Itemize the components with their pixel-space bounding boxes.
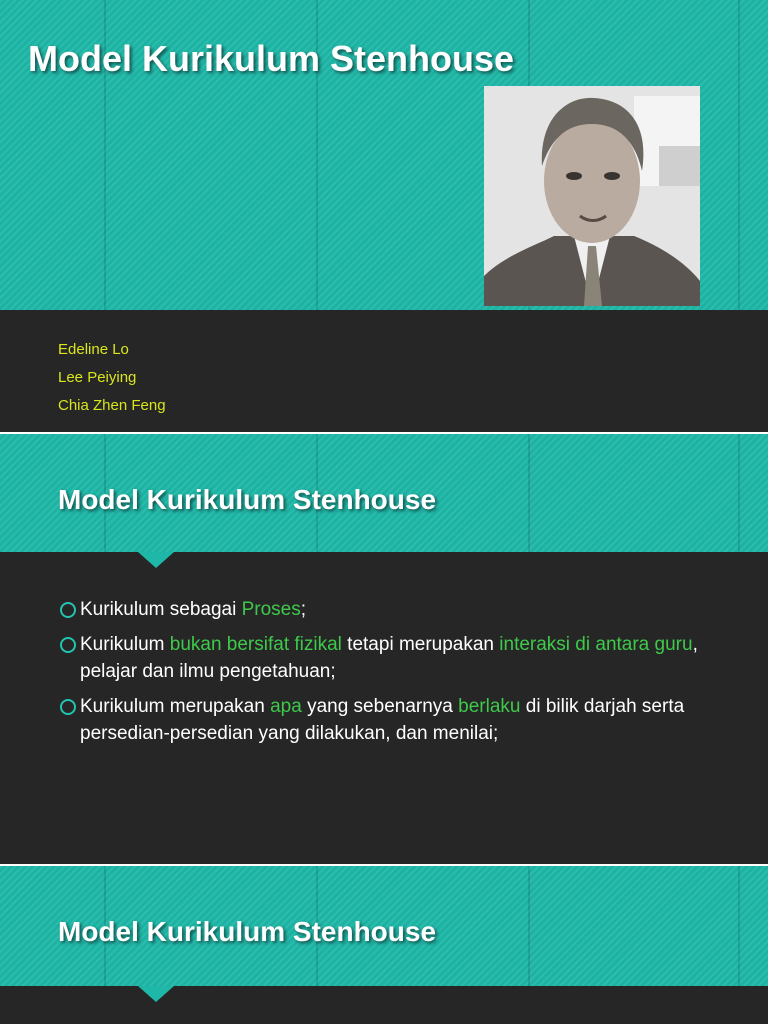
bullet-item [58, 596, 738, 623]
highlighted-text: Proses [241, 599, 301, 620]
bullet-text: ; [300, 599, 307, 620]
slide-2 [0, 434, 768, 864]
bullet-item [58, 693, 738, 747]
highlighted-text: berlaku [458, 696, 521, 717]
slide-2-title: Model Kurikulum Stenhouse [58, 484, 437, 515]
ring-bullet-icon [60, 602, 76, 618]
bullet-text: Kurikulum sebagai [80, 599, 242, 620]
ring-bullet-icon [60, 699, 76, 715]
slide-2-notch [138, 552, 174, 568]
bullet-list [58, 596, 738, 755]
bullet-text: Kurikulum merupakan [80, 696, 271, 717]
author-list [58, 336, 166, 420]
slide-3 [0, 866, 768, 1024]
author-name: Chia Zhen Feng [58, 397, 166, 414]
author-name: Edeline Lo [58, 341, 129, 358]
ring-bullet-icon [60, 637, 76, 653]
highlighted-text: bukan bersifat fizikal [169, 634, 342, 655]
author-name: Lee Peiying [58, 369, 137, 386]
bullet-text: tetapi merupakan [341, 634, 500, 655]
portrait-photo [484, 86, 700, 306]
slide-1 [0, 0, 768, 432]
slide-3-title: Model Kurikulum Stenhouse [58, 916, 437, 947]
bullet-text: Kurikulum [80, 634, 170, 655]
slide-1-title: Model Kurikulum Stenhouse [28, 38, 515, 79]
bullet-text: di bilik darjah serta persedian-persedian yang dilakukan, dan menilai; [80, 696, 685, 744]
slide-3-body [0, 986, 768, 1024]
portrait-illustration [484, 86, 700, 306]
bullet-text: yang sebenarnya [301, 696, 459, 717]
highlighted-text: apa [270, 696, 302, 717]
highlighted-text: interaksi di antara guru [499, 634, 693, 655]
slide-3-notch [138, 986, 174, 1002]
bullet-item [58, 631, 738, 685]
bullet-text: , pelajar dan ilmu pengetahuan; [80, 634, 698, 682]
